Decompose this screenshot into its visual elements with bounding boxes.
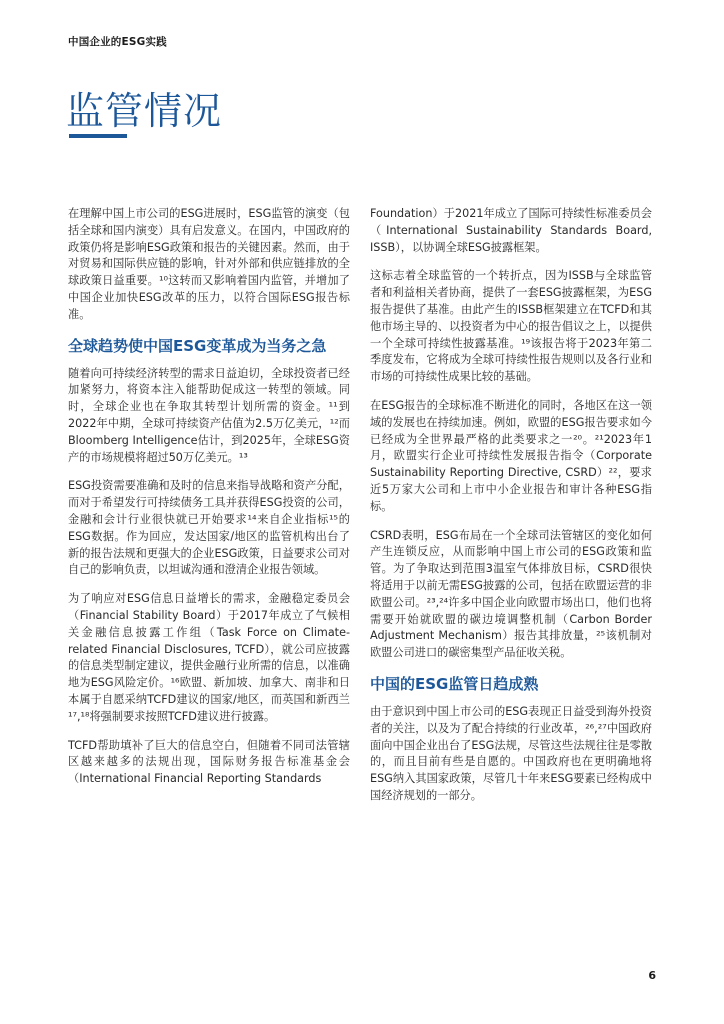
paragraph: 为了响应对ESG信息日益增长的需求，金融稳定委员会（Financial Stability Board）于2017年成立了气候相关金融信息披露工作组（Task Force on Climate-related Financial Disclosures, TCFD），就公司应披露的信息类型制定建议，提供金融行业所需的信息，以准确地为ESG风险定价。¹⁶欧盟、新加坡、加拿大、南非和日本属于自愿采纳TCFD建议的国家/地区，而英国和新西兰¹⁷,¹⁸将强制要求按照TCFD建议进行披露。 <box>68 592 350 723</box>
running-header: 中国企业的ESG实践 <box>68 36 167 48</box>
page-title: 监管情况 <box>66 89 223 133</box>
section-heading-global-trends: 全球趋势使中国ESG变革成为当务之急 <box>68 336 327 355</box>
intro-paragraph: 在理解中国上市公司的ESG进展时，ESG监管的演变（包括全球和国内演变）具有启发意义。在国内，中国政府的政策仍将是影响ESG政策和报告的关键因素。然而，由于对贸易和国际供应链的影响，针对外部和供应链排放的全球政策日益重要。¹⁰这转而又影响着国内监管，并增加了中国企业加快ESG改革的压力，以符合国际ESG报告标准。 <box>68 207 350 321</box>
paragraph: 在ESG报告的全球标准不断进化的同时，各地区在这一领域的发展也在持续加速。例如，欧盟的ESG报告要求如今已经成为全世界最严格的此类要求之一²⁰。²¹2023年1月，欧盟实行企业可持续性发展报告指令（Corporate Sustainability Reporting Directive, CSRD）²²，要求近5万家大公司和上市中小企业报告和审计各种ESG指标。 <box>370 398 652 513</box>
paragraph: TCFD帮助填补了巨大的信息空白，但随着不同司法管辖区越来越多的法规出现，国际财务报告标准基金会（International Financial Reporting Standards <box>68 738 350 786</box>
paragraph: 由于意识到中国上市公司的ESG表现正日益受到海外投资者的关注，以及为了配合持续的行业改革，²⁶,²⁷中国政府面向中国企业出台了ESG法规，尽管这些法规往往是零散的，而且目前有些是自愿的。中国政府也在更明确地将ESG纳入其国家政策，尽管几十年来ESG要素已经构成中国经济规划的一部分。 <box>370 704 652 802</box>
paragraph: Foundation）于2021年成立了国际可持续性标准委员会（International Sustainability Standards Board, ISSB），以协调全球ESG披露框架。 <box>370 207 652 254</box>
paragraph: 这标志着全球监管的一个转折点，因为ISSB与全球监管者和利益相关者协商，提供了一套ESG披露框架，为ESG报告提供了基准。由此产生的ISSB框架建立在TCFD和其他市场主导的、以投资者为中心的报告倡议之上，以提供一个全球可持续性披露基准。¹⁹该报告将于2023年第二季度发布，它将成为全球可持续性报告规则以及各行业和市场的可持续性成果比较的基础。 <box>370 269 652 384</box>
page-number: 6 <box>648 969 656 982</box>
title-underline <box>69 134 127 138</box>
paragraph: 随着向可持续经济转型的需求日益迫切，全球投资者已经加紧努力，将资本注入能帮助促成这一转型的领域。同时，全球企业也在争取其转型计划所需的资金。¹¹到2022年中期，全球可持续资产估值为2.5万亿美元，¹²而Bloomberg Intelligence估计，到2025年，全球ESG资产的市场规模将超过50万亿美元。¹³ <box>68 366 350 464</box>
left-column <box>68 206 350 800</box>
section-heading-china-regulation: 中国的ESG监管日趋成熟 <box>370 674 539 693</box>
paragraph: CSRD表明，ESG布局在一个全球司法管辖区的变化如何产生连锁反应，从而影响中国上市公司的ESG政策和监管。为了争取达到范围3温室气体排放目标，CSRD很快将适用于以前无需ESG披露的公司，包括在欧盟运营的非欧盟公司。²³,²⁴许多中国企业向欧盟市场出口，他们也将需要开始就欧盟的碳边境调整机制（Carbon Border Adjustment Mechanism）报告其排放量，²⁵该机制对欧盟公司进口的碳密集型产品征收关税。 <box>370 528 652 660</box>
right-column <box>370 206 652 817</box>
paragraph: ESG投资需要准确和及时的信息来指导战略和资产分配，而对于希望发行可持续债务工具并获得ESG投资的公司，金融和会计行业很快就已开始要求¹⁴来自企业指标¹⁵的ESG数据。作为回应，发达国家/地区的监管机构出台了新的报告法规和更强大的企业ESG政策，日益要求公司对自己的影响负责，以坦诚沟通和澄清企业报告领域。 <box>68 479 350 577</box>
